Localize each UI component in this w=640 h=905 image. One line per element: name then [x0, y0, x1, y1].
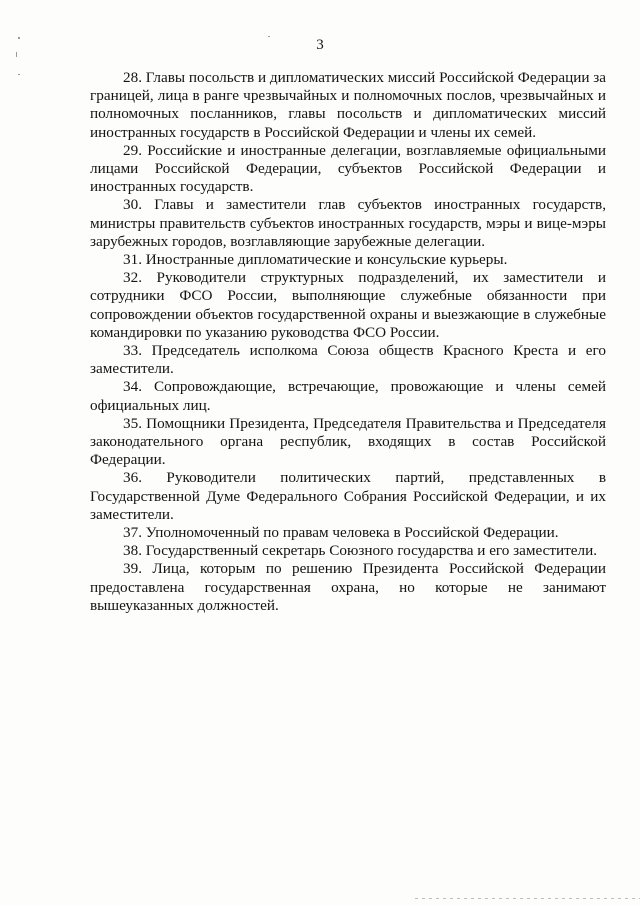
- list-item-32: 32. Руководители структурных подразделений, их заместители и сотрудники ФСО России, выполняющие служебные обязанности при сопровождении объектов государственной охраны и выезжающие в служебные командировки по указанию руководства ФСО России.: [90, 269, 606, 341]
- document-body: [90, 69, 606, 615]
- page-number: 3: [316, 37, 324, 53]
- list-item-38: 38. Государственный секретарь Союзного государства и его заместители.: [123, 542, 598, 560]
- list-item-29: 29. Российские и иностранные делегации, возглавляемые официальными лицами Российской Федерации, субъектов Российской Федерации и иностранных государств.: [90, 141, 606, 196]
- list-item-33: 33. Председатель исполкома Союза обществ Красного Креста и его заместители.: [90, 342, 606, 378]
- scan-speck: [18, 74, 20, 75]
- list-item-28: 28. Главы посольств и дипломатических миссий Российской Федерации за границей, лица в ранге чрезвычайных и полномочных послов, чрезвычайных и полномочных посланников, главы посольств и дипломатических миссий иностранных государств в Российской Федерации и члены их семей.: [90, 69, 606, 141]
- list-item-37: 37. Уполномоченный по правам человека в Российской Федерации.: [123, 524, 559, 542]
- scan-edge-line: [415, 898, 640, 899]
- list-item-35: 35. Помощники Президента, Председателя Правительства и Председателя законодательного органа республик, входящих в состав Российской Федерации.: [90, 414, 606, 469]
- list-item-39: 39. Лица, которым по решению Президента Российской Федерации предоставлена государственная охрана, но которые не занимают вышеуказанных должностей.: [90, 560, 606, 614]
- list-item-36: 36. Руководители политических партий, представленных в Государственной Думе Федерального Собрания Российской Федерации, и их заместители.: [90, 469, 606, 523]
- list-item-30: 30. Главы и заместители глав субъектов иностранных государств, министры правительств субъектов иностранных государств, мэры и вице-мэры зарубежных городов, возглавляющие зарубежные делегации.: [90, 196, 606, 250]
- list-item-34: 34. Сопровождающие, встречающие, провожающие и члены семей официальных лиц.: [90, 378, 606, 414]
- list-item-31: 31. Иностранные дипломатические и консульские курьеры.: [123, 251, 508, 269]
